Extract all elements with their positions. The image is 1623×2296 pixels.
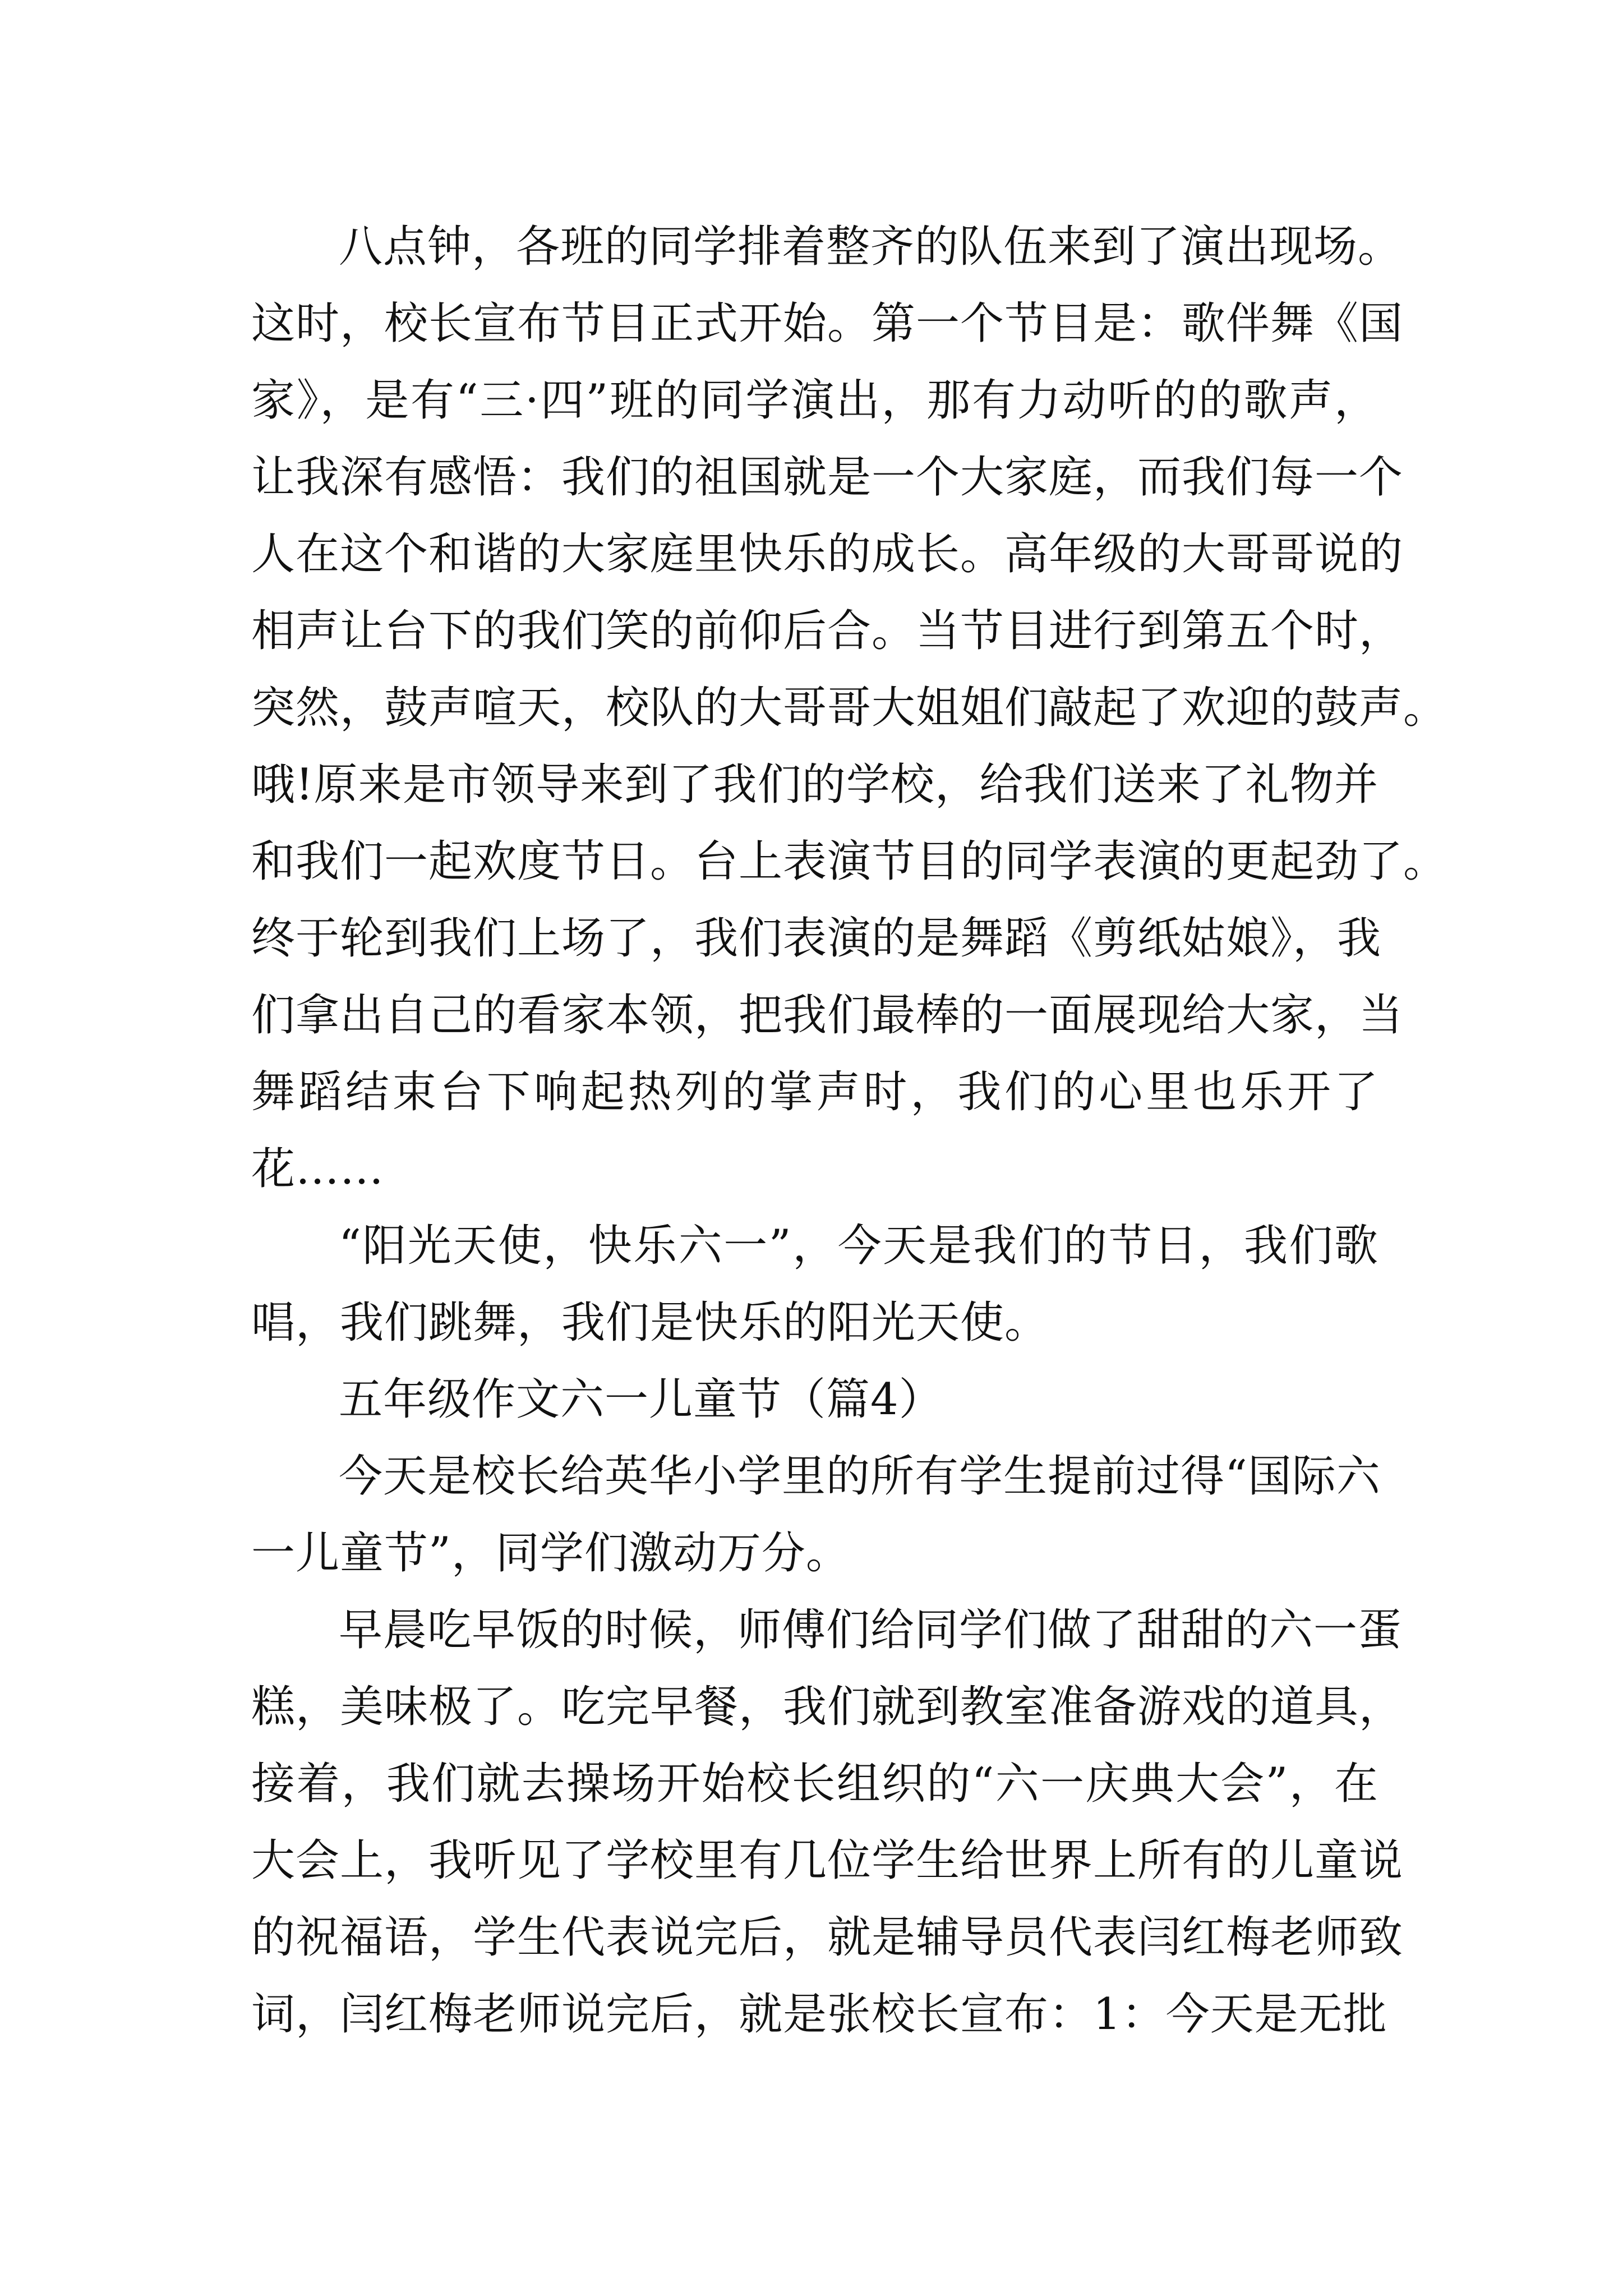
document-body [251, 209, 1448, 2053]
text-line: 今天是校长给英华小学里的所有学生提前过得“国际六 [339, 1451, 1381, 1502]
paragraph-early-celebration [251, 1438, 1381, 1592]
text-line: 这时，校长宣布节目正式开始。第一个节目是：歌伴舞《国 [251, 298, 1404, 349]
text-line: 突然，鼓声喧天，校队的大哥哥大姐姐们敲起了欢迎的鼓声。 [251, 683, 1448, 733]
text-line: 和我们一起欢度节日。台上表演节目的同学表演的更起劲了。 [251, 836, 1448, 887]
text-line: 早晨吃早饭的时候，师傅们给同学们做了甜甜的六一蛋 [339, 1605, 1403, 1655]
text-line: 们拿出自己的看家本领，把我们最棒的一面展现给大家，当 [251, 990, 1404, 1041]
text-line: 终于轮到我们上场了，我们表演的是舞蹈《剪纸姑娘》，我 [251, 913, 1382, 964]
text-line: 哦!原来是市领导来到了我们的学校，给我们送来了礼物并 [251, 760, 1378, 810]
text-line: 八点钟，各班的同学排着整齐的队伍来到了演出现场。 [339, 222, 1403, 272]
text-line: 让我深有感悟：我们的祖国就是一个大家庭，而我们每一个 [251, 452, 1404, 503]
text-line: 花…… [251, 1144, 385, 1194]
section-heading [251, 1361, 1378, 1438]
text-line: 词，闫红梅老师说完后，就是张校长宣布：1：今天是无批 [251, 1989, 1387, 2040]
paragraph-performance [251, 209, 1448, 1208]
text-line: “阳光天使，快乐六一”，今天是我们的节日，我们歌 [339, 1221, 1378, 1271]
text-line: 舞蹈结束台下响起热列的掌声时，我们的心里也乐开了 [251, 1067, 1378, 1117]
heading-line: 五年级作文六一儿童节（篇4） [339, 1374, 943, 1425]
paragraph-morning [251, 1592, 1404, 2053]
text-line: 唱，我们跳舞，我们是快乐的阳光天使。 [251, 1297, 1049, 1348]
text-line: 人在这个和谐的大家庭里快乐的成长。高年级的大哥哥说的 [251, 529, 1404, 579]
text-line: 相声让台下的我们笑的前仰后合。当节目进行到第五个时， [251, 606, 1404, 656]
text-line: 大会上，我听见了学校里有几位学生给世界上所有的儿童说 [251, 1835, 1404, 1886]
text-line: 家》，是有“三·四”班的同学演出，那有力动听的的歌声， [251, 375, 1378, 426]
text-line: 的祝福语，学生代表说完后，就是辅导员代表闫红梅老师致 [251, 1912, 1404, 1963]
paragraph-sunshine-angels [251, 1208, 1378, 1361]
text-line: 接着，我们就去操场开始校长组织的“六一庆典大会”，在 [251, 1759, 1378, 1809]
text-line: 一儿童节”，同学们激动万分。 [251, 1528, 850, 1579]
text-line: 糕，美味极了。吃完早餐，我们就到教室准备游戏的道具， [251, 1682, 1404, 1732]
